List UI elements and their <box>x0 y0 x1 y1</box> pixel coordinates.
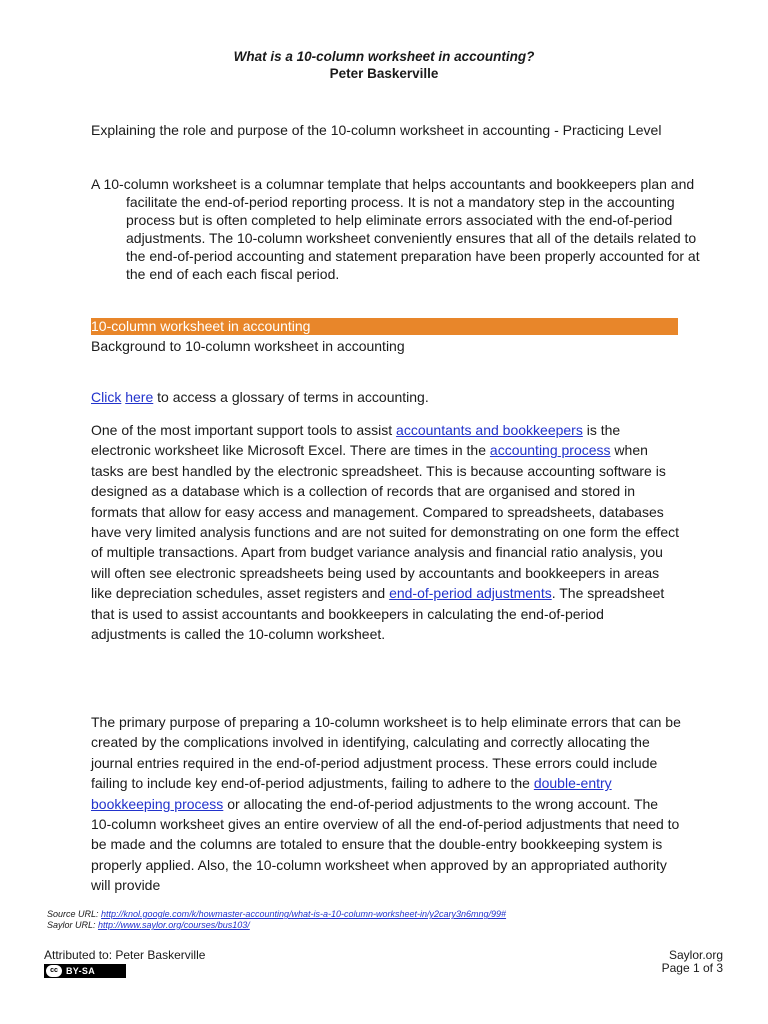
page-title <box>0 48 768 82</box>
source-url-link[interactable]: http://knol.google.com/k/howmaster-accounting/what-is-a-10-column-worksheet-in/y2cary3n6mng/99# <box>101 909 507 919</box>
source-url-line <box>47 909 506 920</box>
section-subheading: Background to 10-column worksheet in accounting <box>91 338 405 354</box>
saylor-url-line <box>47 920 250 931</box>
para1-text-2: is the electronic worksheet like Microsoft Excel. There are times in the <box>91 422 621 459</box>
attribution: Attributed to: Peter Baskerville <box>44 948 206 962</box>
end-of-period-adjustments-link[interactable]: end-of-period adjustments <box>389 585 552 602</box>
body-paragraph-2 <box>91 712 681 896</box>
page-number: Page 1 of 3 <box>661 961 723 975</box>
accounting-process-link[interactable]: accounting process <box>489 442 611 459</box>
para1-text-1: One of the most important support tools to assist <box>91 422 397 438</box>
glossary-line <box>91 388 429 406</box>
cc-license-badge[interactable] <box>44 964 126 978</box>
subtitle: Explaining the role and purpose of the 10-column worksheet in accounting - Practicing Level <box>91 122 662 138</box>
click-link[interactable]: Click <box>91 389 122 405</box>
footer-right <box>662 949 723 975</box>
source-label: Source URL: <box>47 909 102 919</box>
glossary-text: to access a glossary of terms in accounting. <box>153 389 429 405</box>
saylor-label: Saylor URL: <box>47 920 99 930</box>
section-heading: 10-column worksheet in accounting <box>91 318 678 335</box>
para2-text-1: The primary purpose of preparing a 10-column worksheet is to help eliminate errors that can be created by the complications involved in identifying, calculating and correctly allocating the journal entries required in the end-of-period adjustment process. These errors could include failing to include key end-of-period adjustments, failing to adhere to the <box>91 714 681 792</box>
body-paragraph-1 <box>91 420 681 644</box>
saylor-url-link[interactable]: http://www.saylor.org/courses/bus103/ <box>98 920 250 930</box>
here-link[interactable]: here <box>125 389 154 405</box>
license-label: BY-SA <box>66 966 96 976</box>
summary-paragraph: A 10-column worksheet is a columnar template that helps accountants and bookkeepers plan and facilitate the end-of-period reporting process. It is not a mandatory step in the accounting process but is often completed to help eliminate errors associated with the end-of-period adjustments. The 10-column worksheet conveniently ensures that all of the details related to the end-of-period accounting and statement preparation have been properly accounted for at the end of each each fiscal period. <box>91 176 700 282</box>
para2-text-2: or allocating the end-of-period adjustments to the wrong account. The 10-column worksheet gives an entire overview of all the end-of-period adjustments that need to be made and the columns are totaled to ensure that the double-entry bookkeeping system is properly applied. Also, the 10-column worksheet when approved by an appropriated authority will provide <box>91 795 680 894</box>
para1-text-4: . The spreadsheet that is used to assist accountants and bookkeepers in calculating the end-of-period adjustments is called the 10-column worksheet. <box>91 585 665 643</box>
document-title: What is a 10-column worksheet in accounting? <box>233 49 535 64</box>
para1-text-3: when tasks are best handled by the electronic spreadsheet. This is because accounting software is designed as a database which is a collection of records that are organised and stored in formats that allow for easy access and management. Compared to spreadsheets, databases have very limited analysis functions and are not suited for demonstrating on one form the effect of multiple transactions. Apart from budget variance analysis and financial ratio analysis, you will often see electronic spreadsheets being used by accountants and bookkeepers in areas like depreciation schedules, asset registers and <box>91 442 680 602</box>
accountants-bookkeepers-link[interactable]: accountants and bookkeepers <box>396 422 583 438</box>
double-entry-bookkeeping-link[interactable]: double-entry bookkeeping process <box>91 775 612 812</box>
cc-icon: cc <box>46 965 62 977</box>
site-name: Saylor.org <box>668 948 723 962</box>
author-name: Peter Baskerville <box>329 66 439 81</box>
